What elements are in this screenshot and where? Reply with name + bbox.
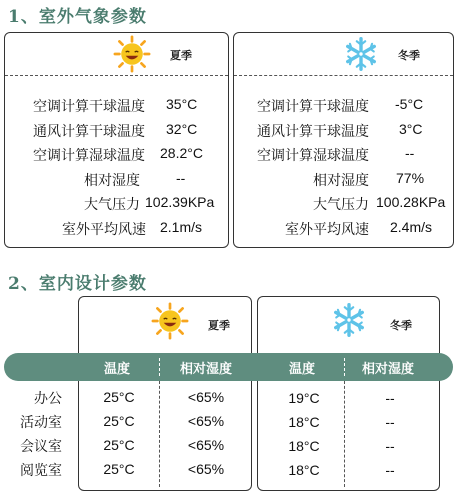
param-label: 室外平均风速 — [285, 221, 369, 237]
param-label: 空调计算干球温度 — [33, 98, 145, 114]
summer-temp: 25°C — [103, 437, 135, 453]
winter-rh: -- — [385, 414, 395, 430]
winter-temp: 19°C — [288, 390, 320, 406]
param-value: 77% — [396, 170, 425, 186]
param-value: 102.39KPa — [145, 194, 215, 210]
winter-rh: -- — [385, 438, 395, 454]
winter-temp: 18°C — [288, 462, 320, 478]
param-value: 28.2°C — [160, 145, 203, 161]
header-divider — [344, 358, 345, 376]
column-divider — [344, 381, 345, 487]
param-label: 相对湿度 — [84, 172, 140, 188]
outdoor-winter-label: 冬季 — [398, 49, 420, 62]
room-name: 办公 — [34, 390, 62, 406]
room-name: 活动室 — [20, 414, 62, 430]
param-label: 空调计算干球温度 — [257, 98, 369, 114]
param-label: 通风计算干球温度 — [257, 123, 369, 139]
column-header: 温度 — [289, 361, 316, 376]
param-value: 35°C — [166, 96, 198, 112]
summer-rh: <65% — [187, 461, 225, 477]
param-label: 相对湿度 — [313, 172, 369, 188]
param-value: 2.4m/s — [390, 219, 433, 235]
summer-rh: <65% — [187, 389, 225, 405]
indoor-winter-label: 冬季 — [390, 319, 412, 332]
column-header: 相对湿度 — [362, 361, 415, 376]
summer-rh: <65% — [187, 437, 225, 453]
param-value: -- — [176, 170, 186, 186]
header-divider — [159, 358, 160, 376]
param-label: 大气压力 — [313, 196, 369, 212]
indoor-summer-label: 夏季 — [208, 319, 230, 332]
param-label: 空调计算湿球温度 — [33, 147, 145, 163]
param-value: 3°C — [399, 121, 423, 137]
summer-temp: 25°C — [103, 413, 135, 429]
param-label: 空调计算湿球温度 — [257, 147, 369, 163]
winter-temp: 18°C — [288, 414, 320, 430]
summer-rh: <65% — [187, 413, 225, 429]
outdoor-section-title: 1、室外气象参数 — [8, 7, 147, 27]
column-divider — [159, 381, 160, 487]
sun-icon — [114, 36, 150, 72]
divider — [5, 75, 228, 76]
outdoor-summer-label: 夏季 — [170, 49, 192, 62]
winter-rh: -- — [385, 462, 395, 478]
param-label: 通风计算干球温度 — [33, 123, 145, 139]
indoor-section-title: 2、室内设计参数 — [8, 274, 147, 294]
summer-temp: 25°C — [103, 389, 135, 405]
room-name: 阅览室 — [20, 462, 62, 478]
param-value: 32°C — [166, 121, 198, 137]
snowflake-icon — [332, 303, 366, 337]
winter-rh: -- — [385, 390, 395, 406]
winter-temp: 18°C — [288, 438, 320, 454]
column-header: 温度 — [104, 361, 131, 376]
summer-temp: 25°C — [103, 461, 135, 477]
column-header: 相对湿度 — [180, 361, 233, 376]
room-name: 会议室 — [20, 438, 62, 454]
divider — [234, 75, 453, 76]
param-value: 2.1m/s — [160, 219, 203, 235]
snowflake-icon — [344, 37, 378, 71]
param-value: -- — [405, 145, 415, 161]
param-value: 100.28KPa — [376, 194, 446, 210]
param-label: 室外平均风速 — [62, 221, 146, 237]
param-value: -5°C — [395, 96, 424, 112]
param-label: 大气压力 — [84, 196, 140, 212]
sun-icon — [152, 303, 188, 339]
